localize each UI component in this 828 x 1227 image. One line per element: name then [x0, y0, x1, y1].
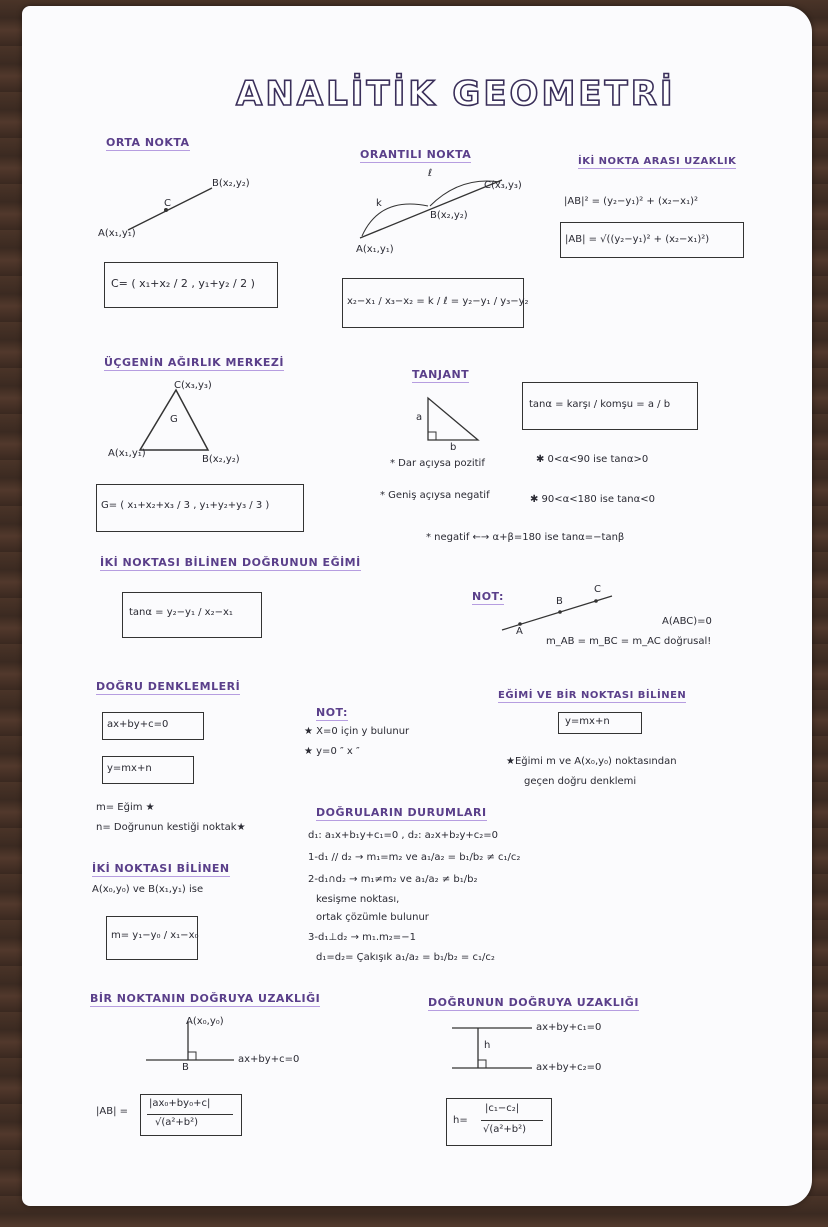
not2-line-1: ★ X=0 için y bulunur	[304, 726, 410, 737]
durumlar-line-2: 1-d₁ // d₂ → m₁=m₂ ve a₁/a₂ = b₁/b₂ ≠ c₁/c₂	[308, 852, 521, 863]
oranli-point-b: B(x₂,y₂)	[430, 210, 468, 221]
nokta-dogru-point-b: B	[182, 1062, 189, 1073]
tanjant-note-2b: ✱ 90<α<180 ise tanα<0	[530, 494, 655, 505]
uzaklik-heading: İKİ NOKTA ARASI UZAKLIK	[578, 156, 737, 167]
not1-heading: NOT:	[472, 590, 504, 603]
agirlik-label-g: G	[170, 414, 178, 425]
orta-nokta-formula: C= ( x₁+x₂ / 2 , y₁+y₂ / 2 )	[111, 277, 255, 290]
not2-heading: NOT:	[316, 706, 348, 719]
durumlar-line-4: kesişme noktası,	[316, 894, 400, 905]
dogru-dogru-formula-box	[446, 1098, 552, 1146]
tanjant-note-2: * Geniş açıysa negatif	[380, 490, 490, 501]
agirlik-formula: G= ( x₁+x₂+x₃ / 3 , y₁+y₂+y₃ / 3 )	[101, 500, 270, 511]
durumlar-line-1: d₁: a₁x+b₁y+c₁=0 , d₂: a₂x+b₂y+c₂=0	[308, 830, 499, 841]
tanjant-note-3: * negatif ←→ α+β=180 ise tanα=−tanβ	[426, 532, 625, 543]
nokta-dogru-heading: BİR NOKTANIN DOĞRUYA UZAKLIĞI	[90, 992, 321, 1005]
dogru-dogru-label-h: h	[484, 1040, 491, 1051]
egimi-bilinen-formula: y=mx+n	[565, 716, 610, 727]
agirlik-point-c: C(x₃,y₃)	[174, 380, 212, 391]
not1-line-1: A(ABC)=0	[662, 616, 712, 627]
agirlik-point-a: A(x₁,y₁)	[108, 448, 146, 459]
not2-line-2: ★ y=0 ″ x ″	[304, 746, 360, 757]
orta-nokta-point-c: C	[164, 198, 171, 209]
tanjant-note-1: * Dar açıysa pozitif	[390, 458, 485, 469]
def-n: n= Doğrunun kestiği noktak★	[96, 822, 246, 833]
durumlar-line-3: 2-d₁∩d₂ → m₁≠m₂ ve a₁/a₂ ≠ b₁/b₂	[308, 874, 478, 885]
dogru-dogru-fraction-bar	[481, 1120, 543, 1121]
oranli-label-k: k	[376, 198, 382, 209]
iki-noktasi-bilinen-heading: İKİ NOKTASI BİLİNEN	[92, 862, 230, 875]
tanjant-side-a: a	[416, 412, 423, 423]
not1-line-2: m_AB = m_BC = m_AC doğrusal!	[546, 636, 712, 647]
agirlik-point-b: B(x₂,y₂)	[202, 454, 240, 465]
egim-heading: İKİ NOKTASI BİLİNEN DOĞRUNUN EĞİMİ	[100, 556, 361, 569]
page-title: ANALİTİK GEOMETRİ	[236, 74, 676, 114]
not1-point-b: B	[556, 596, 563, 607]
nokta-dogru-formula-den: √(a²+b²)	[155, 1117, 199, 1128]
oranli-nokta-heading: ORANTILI NOKTA	[360, 148, 472, 161]
egimi-bilinen-heading: EĞİMİ VE BİR NOKTASI BİLİNEN	[498, 690, 687, 701]
tanjant-heading: TANJANT	[412, 368, 470, 381]
durumlar-line-5: ortak çözümle bulunur	[316, 912, 429, 923]
oranli-label-l: ℓ	[428, 168, 433, 179]
dogru-dogru-line-2: ax+by+c₂=0	[536, 1062, 602, 1073]
egim-formula: tanα = y₂−y₁ / x₂−x₁	[129, 607, 233, 618]
dogru-dogru-formula-den: √(a²+b²)	[483, 1124, 527, 1135]
nokta-dogru-point: A(x₀,y₀)	[186, 1016, 224, 1027]
def-m: m= Eğim ★	[96, 802, 155, 813]
dogru-dogru-formula-left: h=	[453, 1115, 468, 1126]
tanjant-note-1b: ✱ 0<α<90 ise tanα>0	[536, 454, 649, 465]
agirlik-heading: ÜÇGENİN AĞIRLIK MERKEZİ	[104, 356, 284, 369]
orta-nokta-point-b: B(x₂,y₂)	[212, 178, 250, 189]
orta-nokta-heading: ORTA NOKTA	[106, 136, 190, 149]
nokta-dogru-line: ax+by+c=0	[238, 1054, 300, 1065]
oranli-point-c: C(x₃,y₃)	[484, 180, 522, 191]
iki-noktasi-bilinen-desc: A(x₀,y₀) ve B(x₁,y₁) ise	[92, 884, 204, 895]
durumlar-line-6: 3-d₁⊥d₂ → m₁.m₂=−1	[308, 932, 416, 943]
orta-nokta-point-a: A(x₁,y₁)	[98, 228, 136, 239]
egimi-bilinen-desc-2: geçen doğru denklemi	[524, 776, 637, 787]
eq1: ax+by+c=0	[107, 719, 169, 730]
tanjant-formula: tanα = karşı / komşu = a / b	[529, 399, 671, 410]
uzaklik-formula-1: |AB|² = (y₂−y₁)² + (x₂−x₁)²	[564, 196, 699, 207]
durumlar-line-7: d₁=d₂= Çakışık a₁/a₂ = b₁/b₂ = c₁/c₂	[316, 952, 495, 963]
eq2: y=mx+n	[107, 763, 152, 774]
not1-point-a: A	[516, 626, 523, 637]
dogru-dogru-line-1: ax+by+c₁=0	[536, 1022, 602, 1033]
oranli-point-a: A(x₁,y₁)	[356, 244, 394, 255]
nokta-dogru-formula-left: |AB| =	[96, 1106, 128, 1117]
egimi-bilinen-desc-1: ★Eğimi m ve A(x₀,y₀) noktasından	[506, 756, 677, 767]
iki-noktasi-formula: m= y₁−y₀ / x₁−x₀	[111, 930, 199, 941]
not1-point-c: C	[594, 584, 601, 595]
dogru-dogru-heading: DOĞRUNUN DOĞRUYA UZAKLIĞI	[428, 996, 639, 1009]
tanjant-side-b: b	[450, 442, 457, 453]
durumlar-heading: DOĞRULARIN DURUMLARI	[316, 806, 487, 819]
oranli-formula: x₂−x₁ / x₃−x₂ = k / ℓ = y₂−y₁ / y₃−y₂	[347, 296, 529, 307]
dogru-dogru-formula-num: |c₁−c₂|	[485, 1103, 520, 1114]
dogru-denklemleri-heading: DOĞRU DENKLEMLERİ	[96, 680, 241, 693]
nokta-dogru-formula-num: |ax₀+by₀+c|	[149, 1098, 211, 1109]
uzaklik-formula-2: |AB| = √((y₂−y₁)² + (x₂−x₁)²)	[565, 234, 710, 245]
